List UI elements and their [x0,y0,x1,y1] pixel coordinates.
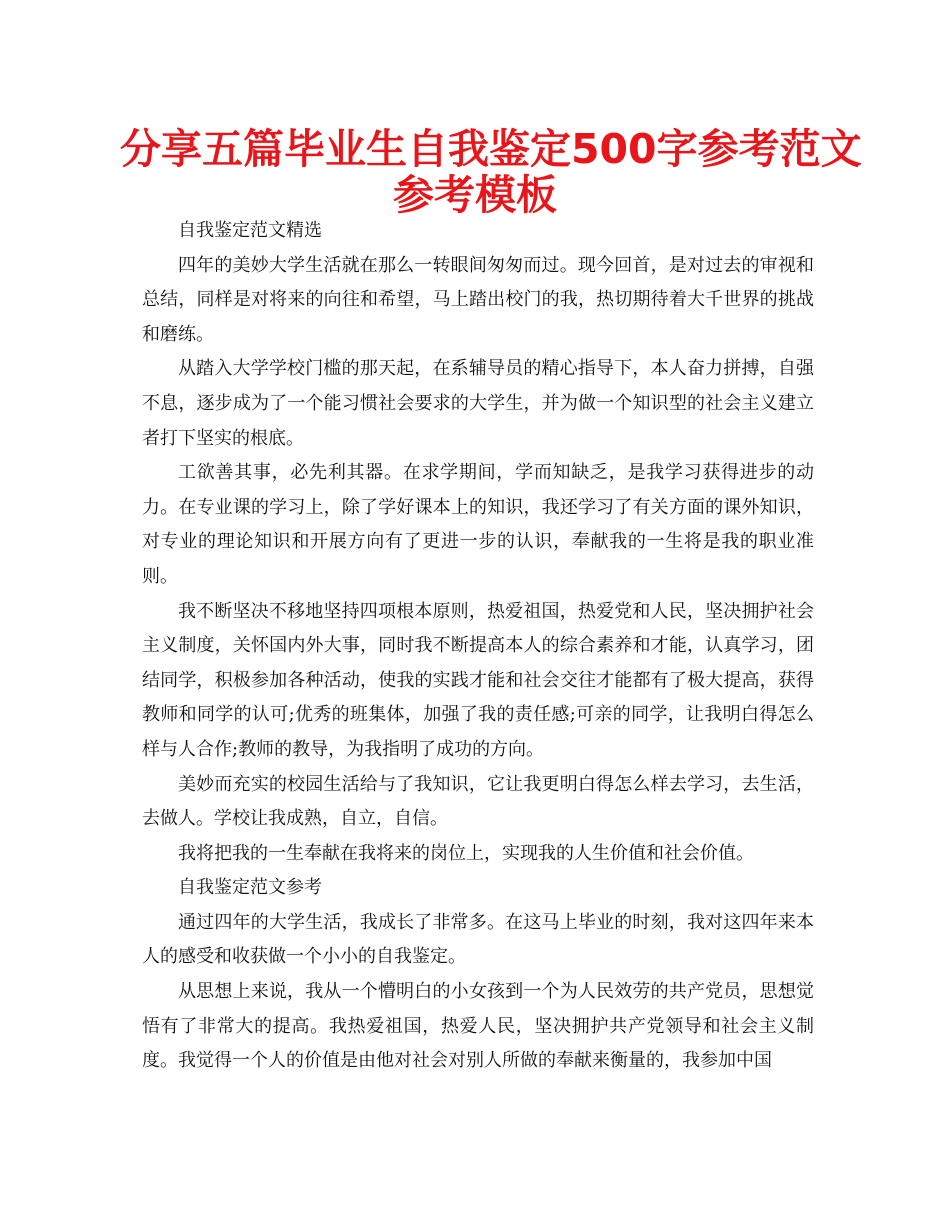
paragraph: 我不断坚决不移地坚持四项根本原则，热爱祖国，热爱党和人民，坚决拥护社会主义制度，关怀国内外大事，同时我不断提高本人的综合素养和才能，认真学习，团结同学，积极参加各种活动，使我的实践才能和社会交往才能都有了极大提高，获得教师和同学的认可;优秀的班集体，加强了我的责任感;可亲的同学，让我明白得怎么样与人合作;教师的教导，为我指明了成功的方向。 [142,600,814,760]
paragraph: 美妙而充实的校园生活给与了我知识，它让我更明白得怎么样去学习，去生活，去做人。学校让我成熟，自立，自信。 [142,773,814,830]
document-title-line-1: 分享五篇毕业生自我鉴定500字参考范文 [120,125,862,173]
document-title-line-2: 参考模板 [393,171,557,219]
document-body [142,214,814,1079]
paragraph-section-heading-1: 自我鉴定范文精选 [178,220,322,241]
paragraph-section-heading-2: 自我鉴定范文参考 [178,877,322,899]
paragraph: 从思想上来说，我从一个懵明白的小女孩到一个为人民效劳的共产党员，思想觉悟有了非常大的提高。我热爱祖国，热爱人民，坚决拥护共产党领导和社会主义制度。我觉得一个人的价值是由他对社会对别人所做的奉献来衡量的，我参加中国 [142,981,814,1072]
paragraph: 我将把我的一生奉献在我将来的岗位上，实现我的人生价值和社会价值。 [178,842,754,864]
paragraph: 四年的美妙大学生活就在那么一转眼间匆匆而过。现今回首，是对过去的审视和总结，同样是对将来的向往和希望，马上踏出校门的我，热切期待着大千世界的挑战和磨练。 [142,254,814,345]
paragraph: 从踏入大学学校门槛的那天起，在系辅导员的精心指导下，本人奋力拼搏，自强不息，逐步成为了一个能习惯社会要求的大学生，并为做一个知识型的社会主义建立者打下坚实的根底。 [142,358,814,449]
paragraph: 通过四年的大学生活，我成长了非常多。在这马上毕业的时刻，我对这四年来本人的感受和收获做一个小小的自我鉴定。 [142,911,814,968]
paragraph: 工欲善其事，必先利其器。在求学期间，学而知缺乏，是我学习获得进步的动力。在专业课的学习上，除了学好课本上的知识，我还学习了有关方面的课外知识，对专业的理论知识和开展方向有了更进一步的认识，奉献我的一生将是我的职业准则。 [142,462,814,587]
